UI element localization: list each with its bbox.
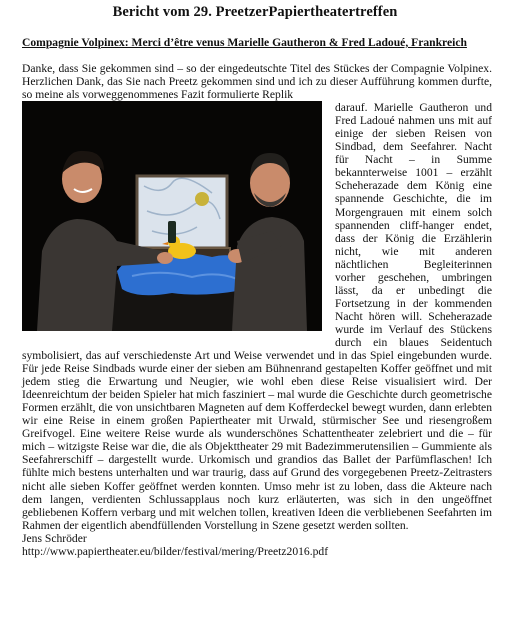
section-heading: Compagnie Volpinex: Merci d’être venus Marielle Gautheron & Fred Ladoué, Frankreich [22,36,467,49]
source-url[interactable]: http://www.papiertheater.eu/bilder/festival/mering/Preetz2016.pdf [22,544,329,558]
photo-container [22,101,330,343]
article-body [22,62,492,558]
performance-photo-art [22,101,322,331]
performance-photo [22,101,322,331]
author-name: Jens Schröder [22,531,87,545]
intro-paragraph: Danke, dass Sie gekommen sind – so der eingedeutschte Titel des Stückes der Compagnie Volpinex. Herzlichen Dank, das Sie nach Preetz gekommen sind und ich zu dieser Aufführung kommen durfte, so meine als vorweggenommenes Fazit formulierte Replik [22,62,492,102]
article-title: Bericht vom 29. PreetzerPapiertheatertreffen [112,4,398,20]
main-paragraph: darauf. Marielle Gautheron und Fred Ladoué nahmen uns mit auf einige der sieben Reisen von Sindbad, dem Seefahrer. Nacht für Nacht – in Summe bekannterweise 1001 – erzählt Scheherazade dem König eine spannende Geschichte, die im Morgengrauen mit einem solch spannenden cliff-hanger endet, dass der König die Erzählerin nicht, wie mit anderen nächtlichen Begleiterinnen vorher geschehen, umbringen lässt, da er unbedingt die Fortsetzung in der kommenden Nacht hören will. Scheherazade wurde im Verlauf des Stückens durch ein blaues Seidentuch symbolisiert, das auf verschiedenste Art und Weise verwendet und in das Spiel eingebunden wurde. Für jede Reise Sindbads wurde einer der sieben am Bühnenrand gestapelten Koffer geöffnet und mit jedem stieg die Erwartung und Neugier, wie wohl eben diese Reise visualisiert wird. Der Ideenreichtum der beiden Spieler hat mich fasziniert – mal wurde die Geschichte durch geometrische Formen erzählt, die von unsichtbaren Magneten auf dem Kofferdeckel bewegt wurden, dann erlebten wir eine Reise in einem großen Papiertheater mit Urwald, stürmischer See und riesengroßem Greifvogel. Eine weitere Reise wurde als wunderschönes Schattentheater zelebriert und die – für mich – witzigste Reise war die, die als Objekttheater 29 mit Badezimmerutensilien – Gummiente als Seefahrerschiff – dargestellt wurde. Urkomisch und grandios das Ballet der Parfümflaschen! Ich fühlte mich bestens unterhalten und war traurig, dass auf Grund des vorgegebenen Preetz-Zeitrasters nicht alle sieben Koffer geöffnet werden konnten. Umso mehr ist zu loben, dass die Akteure nach dem langen, verdienten Schlussapplaus noch kurz erläuterten, was sich in den ungeöffnet gebliebenen Koffern verbarg und mit welchen tollen, kreativen Ideen die verbliebenen Seefahrten im Rahmen der eigentlich abendfüllenden Vorstellung in Szene gesetzt werden sollten. [22,101,492,532]
